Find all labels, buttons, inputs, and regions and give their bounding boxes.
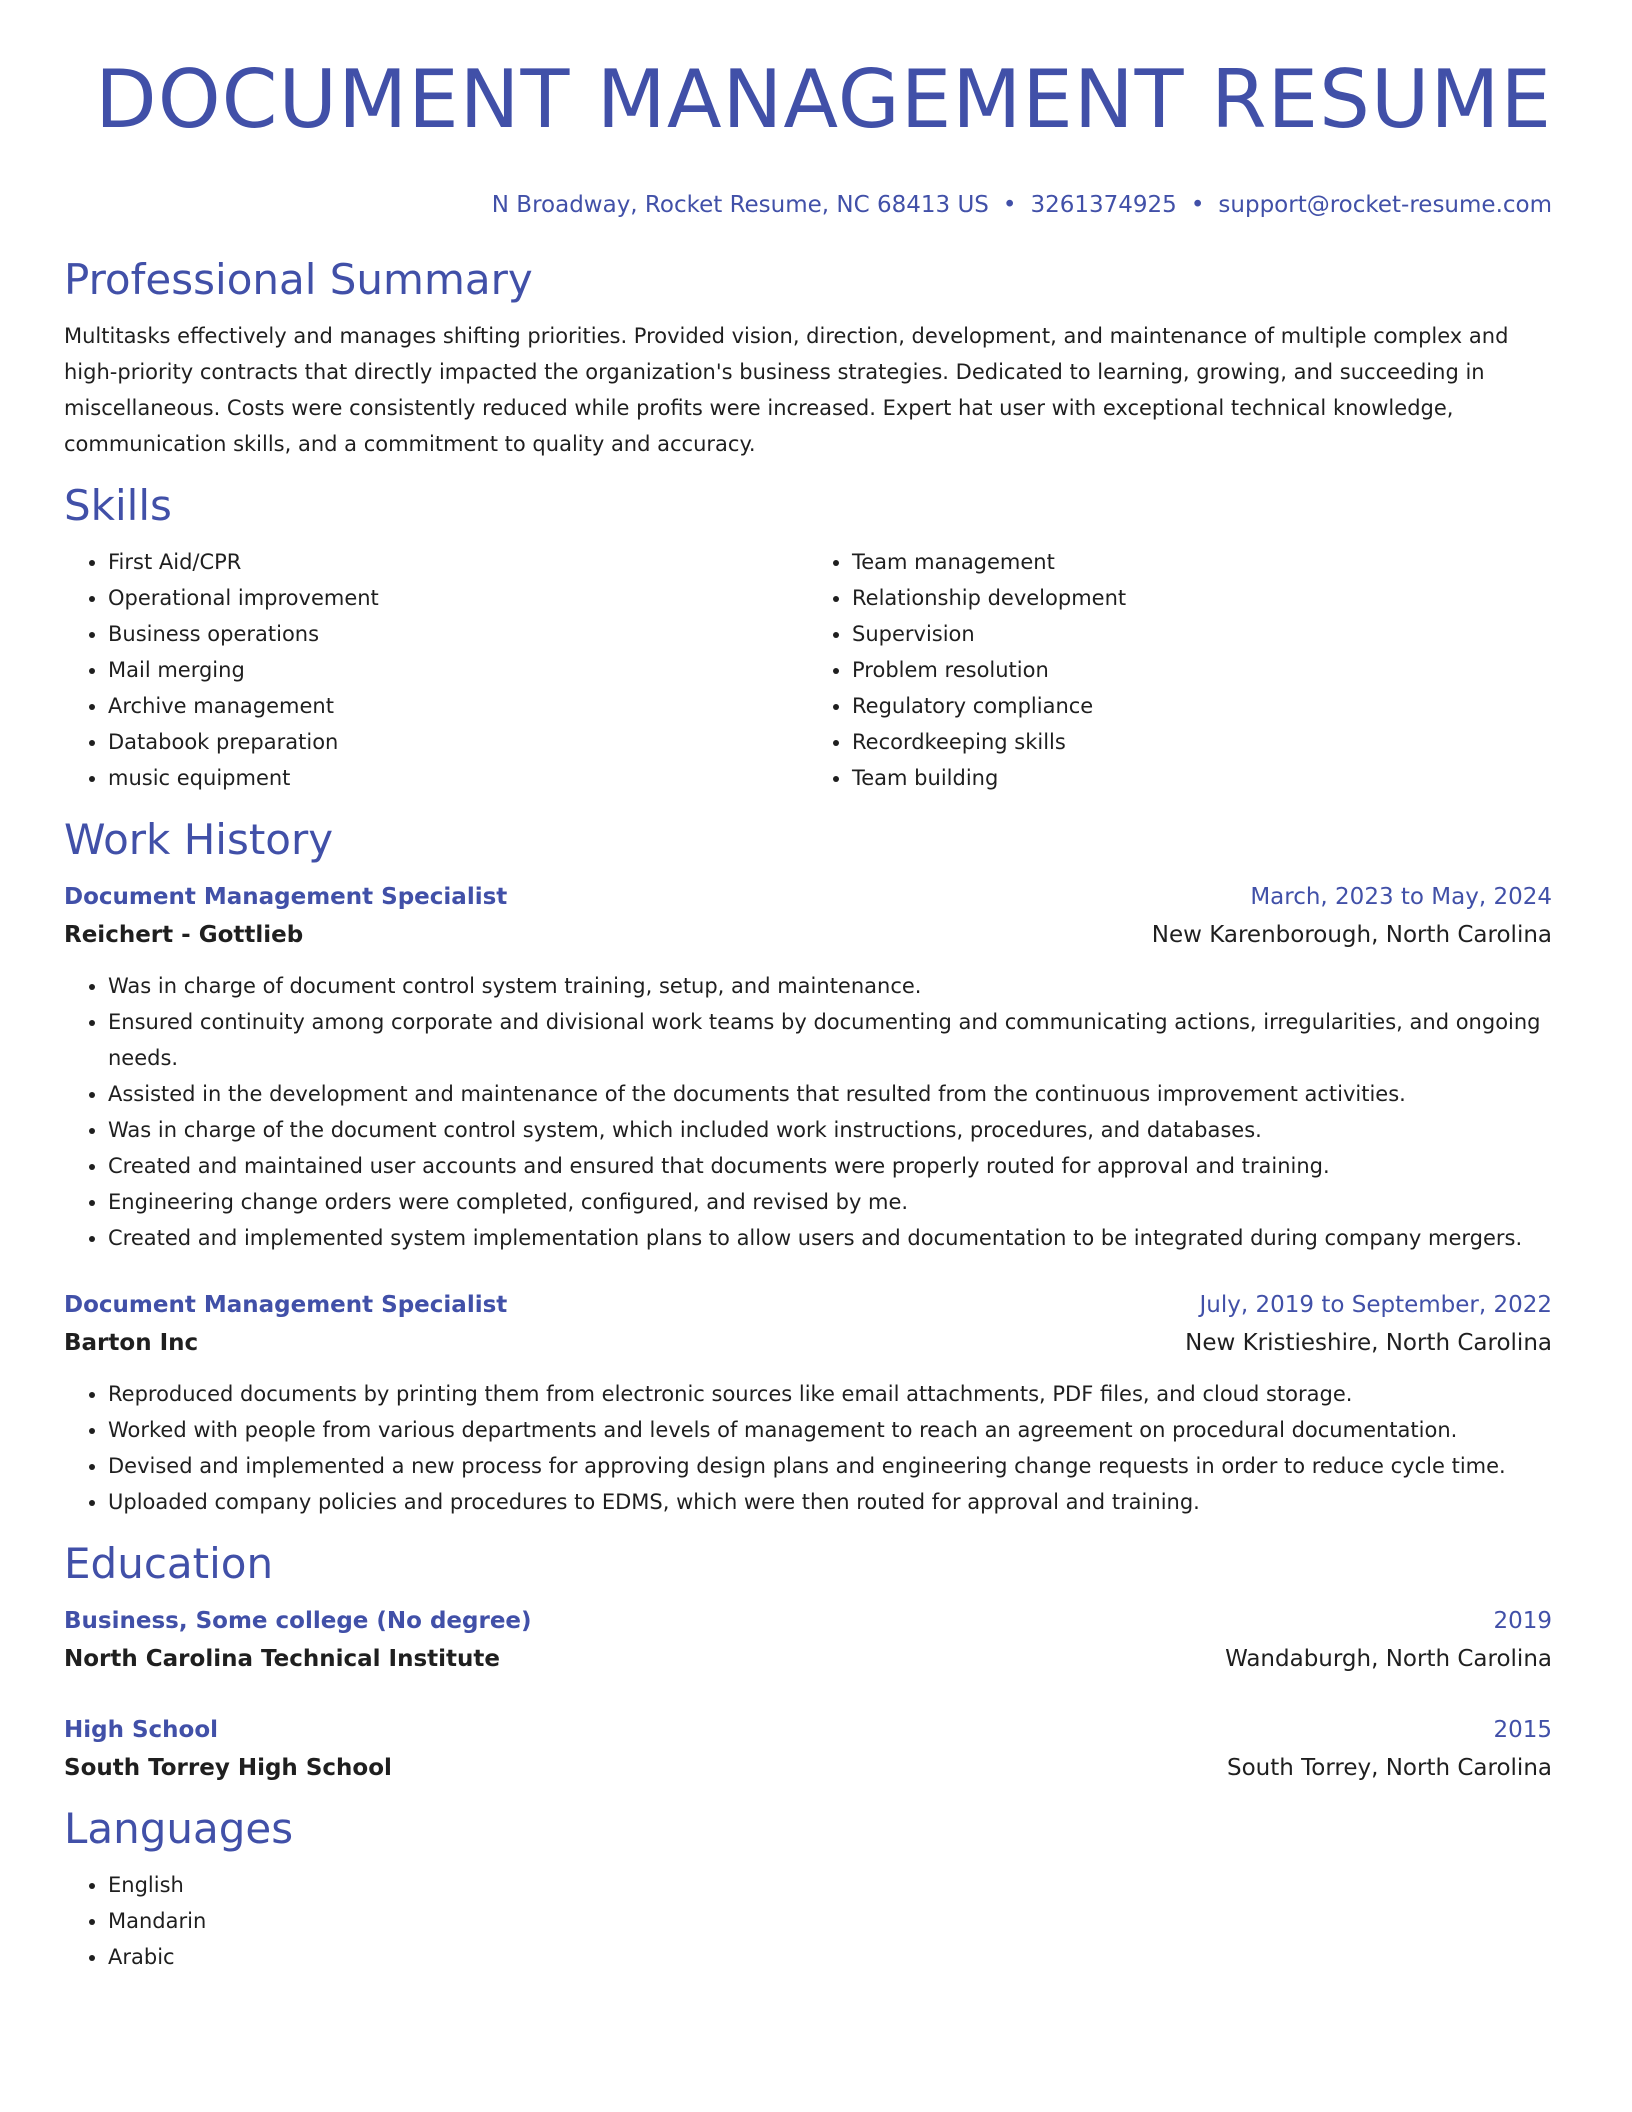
job-bullet: • Was in charge of document control system training, setup, and maintenance. xyxy=(108,968,1552,1004)
education-school: North Carolina Technical Institute xyxy=(64,1646,500,1672)
skills-right-column xyxy=(808,544,1552,796)
job-header xyxy=(64,1286,1552,1324)
skill-item: • First Aid/CPR xyxy=(108,544,808,580)
skill-item: • Supervision xyxy=(852,616,1552,652)
education-year: 2019 xyxy=(1493,1608,1552,1634)
languages-list xyxy=(64,1867,1552,1975)
education-school: South Torrey High School xyxy=(64,1755,392,1781)
contact-phone: 3261374925 xyxy=(1030,192,1177,218)
education-degree: High School xyxy=(64,1717,219,1743)
skill-item: • Databook preparation xyxy=(108,724,808,760)
education-heading: Education xyxy=(64,1539,274,1588)
education-degree: Business, Some college (No degree) xyxy=(64,1608,532,1634)
job-title: Document Management Specialist xyxy=(64,1292,508,1318)
language-item: • Mandarin xyxy=(108,1903,1552,1939)
skill-item: • Team management xyxy=(852,544,1552,580)
education-subheader xyxy=(64,1749,1552,1787)
skill-item: • Operational improvement xyxy=(108,580,808,616)
languages-heading: Languages xyxy=(64,1804,294,1853)
job-dates: March, 2023 to May, 2024 xyxy=(1250,884,1552,910)
job-company: Barton Inc xyxy=(64,1330,199,1356)
job-company: Reichert - Gottlieb xyxy=(64,922,304,948)
work-heading: Work History xyxy=(64,815,334,864)
job-entry xyxy=(64,878,1552,1256)
job-bullets xyxy=(64,968,1552,1256)
skill-item: • Relationship development xyxy=(852,580,1552,616)
skill-item: • Team building xyxy=(852,760,1552,796)
skill-item: • music equipment xyxy=(108,760,808,796)
job-bullet: • Uploaded company policies and procedures to EDMS, which were then routed for approval and training. xyxy=(108,1484,1552,1520)
language-item: • Arabic xyxy=(108,1939,1552,1975)
education-entry xyxy=(64,1711,1552,1787)
job-bullet: • Devised and implemented a new process for approving design plans and engineering change requests in order to reduce cycle time. xyxy=(108,1448,1552,1484)
job-subheader xyxy=(64,916,1552,954)
skill-item: • Problem resolution xyxy=(852,652,1552,688)
job-entry xyxy=(64,1286,1552,1520)
job-bullet: • Created and maintained user accounts and ensured that documents were properly routed for approval and training. xyxy=(108,1148,1552,1184)
job-bullet: • Was in charge of the document control system, which included work instructions, procedures, and databases. xyxy=(108,1112,1552,1148)
skills-heading: Skills xyxy=(64,481,172,530)
resume-title: DOCUMENT MANAGEMENT RESUME xyxy=(95,53,1552,146)
job-location: New Karenborough, North Carolina xyxy=(1151,922,1552,948)
education-subheader xyxy=(64,1640,1552,1678)
contact-separator: • xyxy=(1190,192,1205,218)
education-location: Wandaburgh, North Carolina xyxy=(1225,1646,1552,1672)
summary-heading: Professional Summary xyxy=(64,255,533,304)
education-header xyxy=(64,1602,1552,1640)
skill-item: • Archive management xyxy=(108,688,808,724)
skills-list xyxy=(64,544,1552,796)
skill-item: • Recordkeeping skills xyxy=(852,724,1552,760)
job-bullet: • Reproduced documents by printing them from electronic sources like email attachments, PDF files, and cloud storage. xyxy=(108,1376,1552,1412)
contact-separator: • xyxy=(1002,192,1017,218)
summary-text: Multitasks effectively and manages shifting priorities. Provided vision, direction, development, and maintenance of multiple complex and high-priority contracts that directly impacted the organization's business strategies. Dedicated to learning, growing, and succeeding in miscellaneous. Costs were consistently reduced while profits were increased. Expert hat user with exceptional technical knowledge, communication skills, and a commitment to quality and accuracy. xyxy=(64,324,1509,456)
language-item: • English xyxy=(108,1867,1552,1903)
education-location: South Torrey, North Carolina xyxy=(1226,1755,1552,1781)
contact-email[interactable]: support@rocket-resume.com xyxy=(1218,192,1552,218)
contact-address: N Broadway, Rocket Resume, NC 68413 US xyxy=(491,192,989,218)
skill-item: • Mail merging xyxy=(108,652,808,688)
job-header xyxy=(64,878,1552,916)
job-bullet: • Engineering change orders were completed, configured, and revised by me. xyxy=(108,1184,1552,1220)
education-header xyxy=(64,1711,1552,1749)
contact-line xyxy=(64,190,1552,220)
skills-left-column xyxy=(64,544,808,796)
education-entry xyxy=(64,1602,1552,1678)
job-subheader xyxy=(64,1324,1552,1362)
job-bullet: • Assisted in the development and maintenance of the documents that resulted from the continuous improvement activities. xyxy=(108,1076,1552,1112)
job-bullet: • Ensured continuity among corporate and divisional work teams by documenting and communicating actions, irregularities, and ongoing needs. xyxy=(108,1004,1552,1076)
job-bullet: • Created and implemented system implementation plans to allow users and documentation to be integrated during company mergers. xyxy=(108,1220,1552,1256)
job-bullet: • Worked with people from various departments and levels of management to reach an agreement on procedural documentation. xyxy=(108,1412,1552,1448)
skill-item: • Regulatory compliance xyxy=(852,688,1552,724)
job-location: New Kristieshire, North Carolina xyxy=(1185,1330,1552,1356)
job-title: Document Management Specialist xyxy=(64,884,508,910)
job-bullets xyxy=(64,1376,1552,1520)
skill-item: • Business operations xyxy=(108,616,808,652)
job-dates: July, 2019 to September, 2022 xyxy=(1199,1292,1552,1318)
education-year: 2015 xyxy=(1493,1717,1552,1743)
